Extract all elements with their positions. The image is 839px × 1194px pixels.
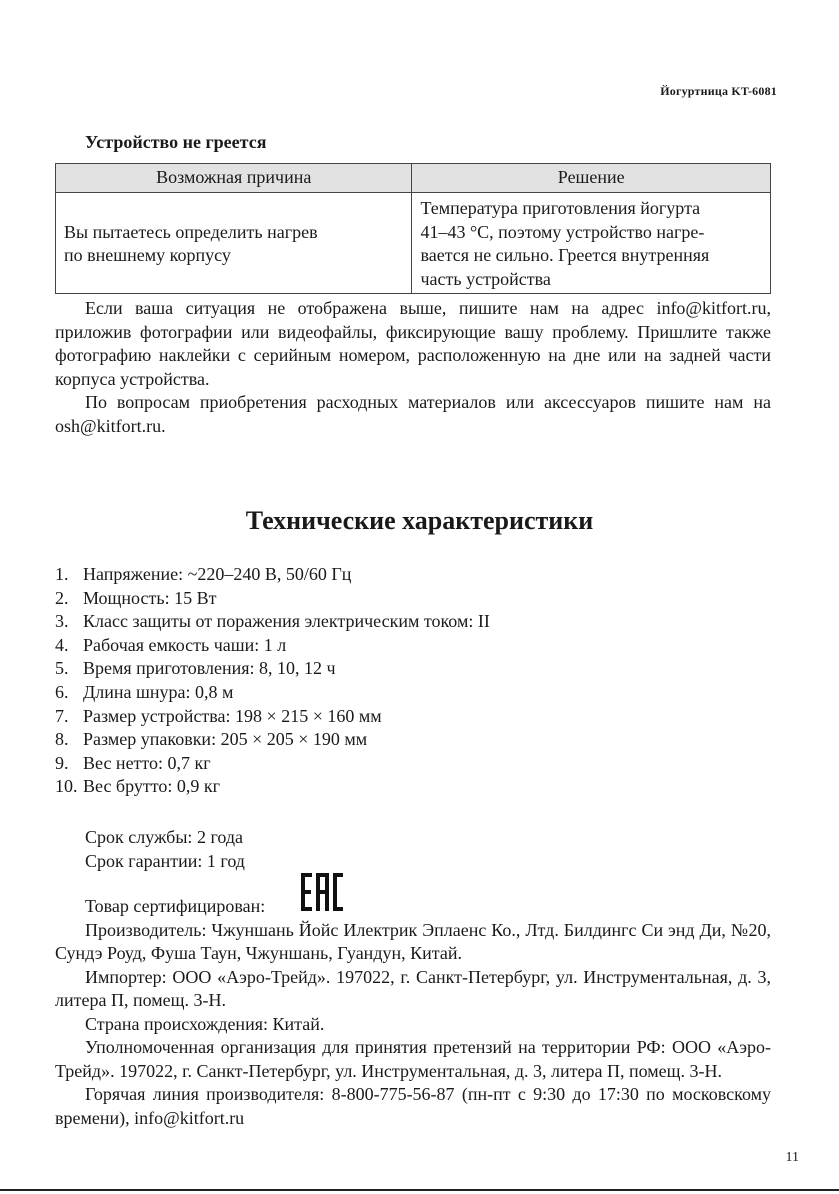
item-number: 1. — [55, 564, 69, 584]
cause-cell — [56, 193, 412, 294]
list-item — [55, 563, 490, 587]
cause-line: Вы пытаетесь определить нагрев — [64, 221, 318, 242]
certification-line — [55, 873, 771, 919]
solution-line: вается не сильно. Греется внутренняя — [420, 245, 710, 265]
item-number: 4. — [55, 634, 69, 655]
product-info-section — [55, 826, 771, 1130]
item-text: Рабочая емкость чаши: 1 л — [83, 634, 287, 655]
list-item — [55, 728, 490, 752]
page-number: 11 — [785, 1150, 799, 1165]
item-text: Мощность: 15 Вт — [83, 587, 217, 608]
item-text: Вес нетто: 0,7 кг — [83, 752, 211, 773]
running-header: Йогуртница KT-6081 — [660, 84, 777, 98]
troubleshooting-title: Устройство не греется — [85, 132, 267, 152]
list-item — [55, 681, 490, 705]
solution-line: 41–43 °C, поэтому устройство нагре- — [420, 221, 705, 242]
item-number: 6. — [55, 681, 69, 702]
item-text: Длина шнура: 0,8 м — [83, 681, 234, 702]
manufacturer: Производитель: Чжуншань Йойс Илектрик Эплаенс Ко., Лтд. Билдингс Си энд Ди, №20, Сундэ Роуд, Фуша Таун, Чжуншань, Гуандун, Китай. — [55, 919, 771, 963]
list-item — [55, 634, 490, 658]
contact-paragraph: Если ваша ситуация не отображена выше, пишите нам на адрес info@kitfort.ru, приложив фотографии или видеофайлы, фиксирующие вашу проблему. Пришлите также фотографию наклейки с серийным номером, расположенную на дне или на задней части корпуса устройства. — [55, 298, 771, 389]
importer: Импортер: ООО «Аэро-Трейд». 197022, г. Санкт-Петербург, ул. Инструментальная, д. 3, литера П, помещ. 3-Н. — [55, 966, 771, 1010]
column-header-cause: Возможная причина — [56, 164, 412, 193]
solution-cell — [412, 193, 771, 294]
country-of-origin: Страна происхождения: Китай. — [85, 1013, 325, 1034]
table-header-row — [56, 164, 771, 193]
item-number: 2. — [55, 587, 69, 608]
eac-mark-icon — [271, 873, 343, 918]
item-number: 3. — [55, 611, 69, 632]
warranty: Срок гарантии: 1 год — [85, 850, 245, 871]
list-item — [55, 657, 490, 681]
item-text: Вес брутто: 0,9 кг — [83, 776, 220, 797]
list-item — [55, 587, 490, 611]
list-item — [55, 705, 490, 729]
cause-line: по внешнему корпусу — [64, 245, 231, 265]
item-number: 5. — [55, 658, 69, 679]
contact-section — [55, 297, 771, 438]
solution-line: часть устройства — [420, 268, 551, 289]
item-text: Класс защиты от поражения электрическим током: II — [83, 611, 490, 632]
column-header-solution: Решение — [412, 164, 771, 193]
hotline: Горячая линия производителя: 8-800-775-56-87 (пн-пт с 9:30 до 17:30 по московскому времени), info@kitfort.ru — [55, 1084, 771, 1128]
item-number: 7. — [55, 705, 69, 726]
item-text: Размер упаковки: 205 × 205 × 190 мм — [83, 729, 368, 750]
solution-line: Температура приготовления йогурта — [420, 198, 701, 218]
certified-label: Товар сертифицирован: — [85, 896, 266, 916]
authorized-organization: Уполномоченная организация для принятия претензий на территории РФ: ООО «Аэро-Трейд». 197022, г. Санкт-Петербург, ул. Инструментальная, д. 3, литера П, помещ. 3-Н. — [55, 1037, 771, 1081]
troubleshooting-table — [55, 163, 771, 294]
table-row — [56, 193, 771, 294]
accessories-paragraph: По вопросам приобретения расходных материалов или аксессуаров пишите нам на osh@kitfort.ru. — [55, 392, 771, 436]
item-text: Напряжение: ~220–240 В, 50/60 Гц — [83, 564, 352, 584]
item-number: 8. — [55, 729, 69, 750]
specs-title: Технические характеристики — [245, 506, 594, 535]
specs-list — [55, 563, 490, 799]
list-item — [55, 752, 490, 776]
item-number: 10. — [55, 776, 78, 797]
bottom-divider — [0, 1189, 839, 1191]
list-item — [55, 610, 490, 634]
item-number: 9. — [55, 752, 69, 773]
item-text: Размер устройства: 198 × 215 × 160 мм — [83, 705, 382, 726]
service-life: Срок службы: 2 года — [85, 827, 244, 847]
list-item — [55, 775, 490, 799]
item-text: Время приготовления: 8, 10, 12 ч — [83, 658, 336, 679]
